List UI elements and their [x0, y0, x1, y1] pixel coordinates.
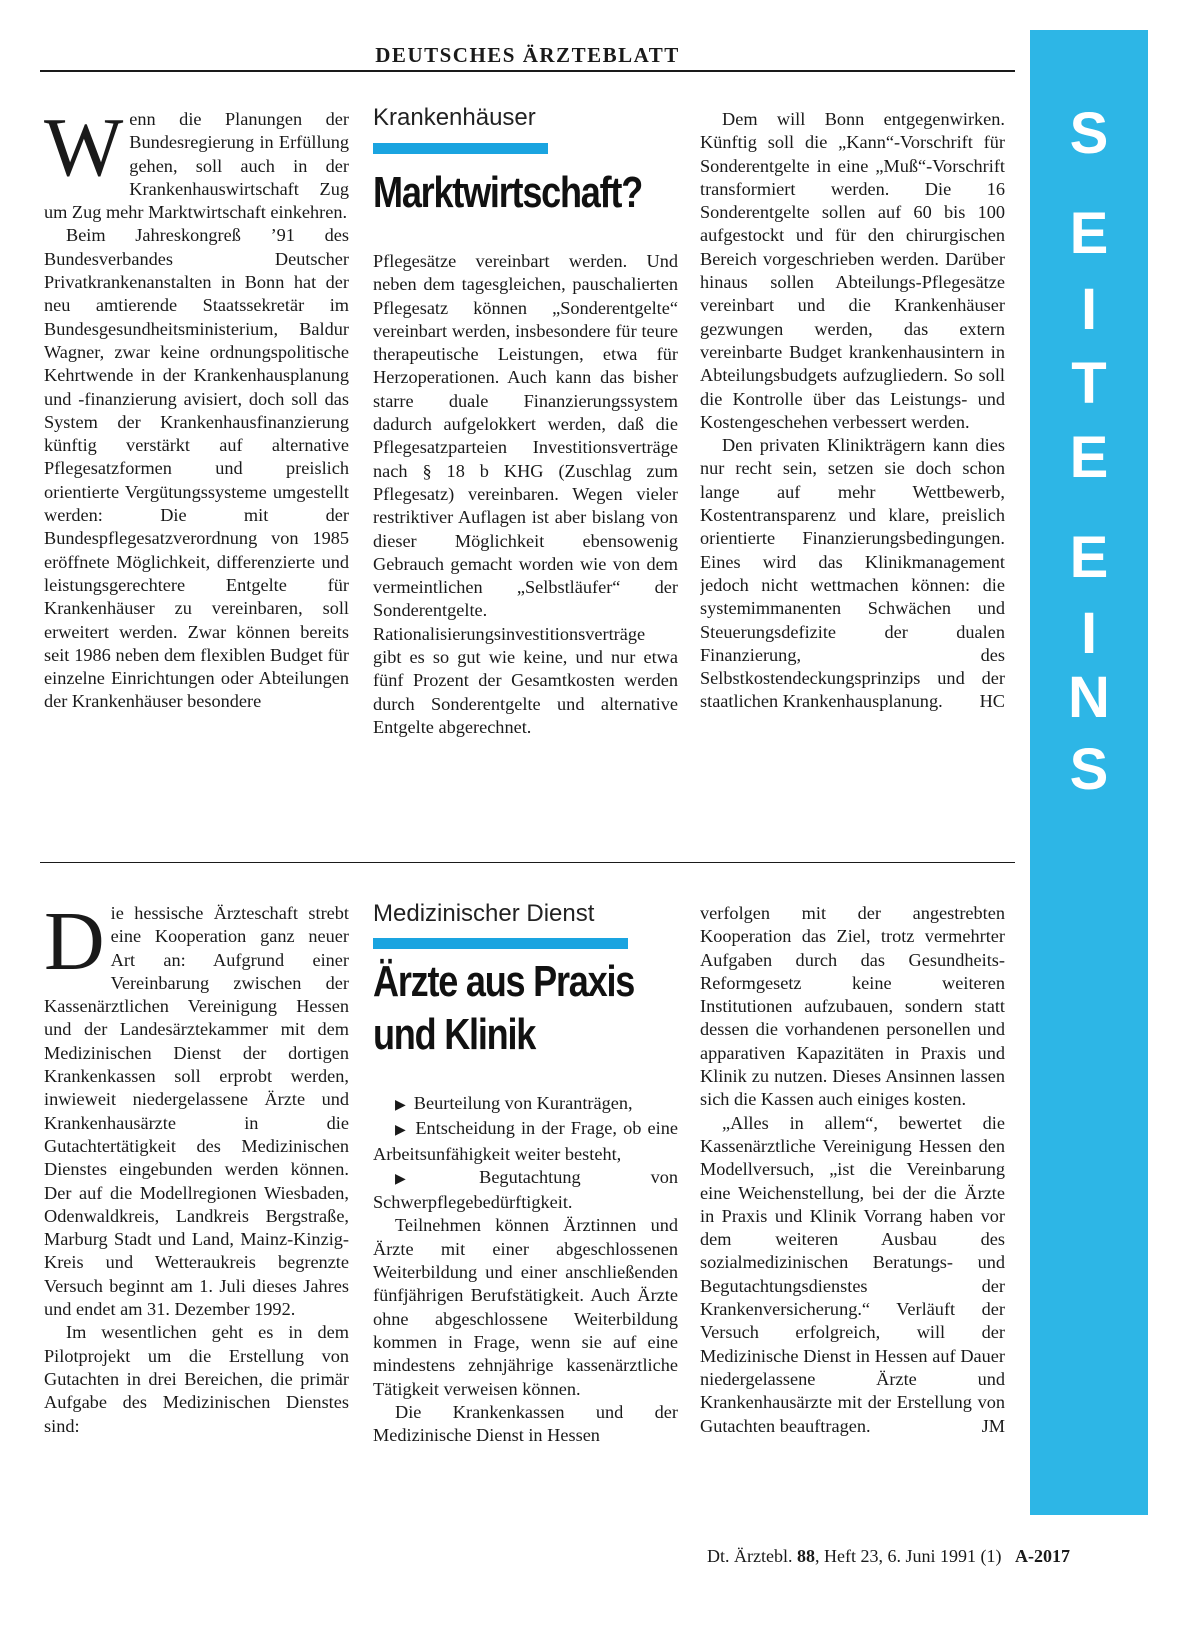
- paragraph: enn die Planungen der Bundesregierung in Erfüllung gehen, soll auch in der Krankenhauswirtschaft Zug um Zug mehr Marktwirtschaft einkehren.: [44, 109, 349, 223]
- paragraph-text: „Alles in allem“, bewertet die Kassenärztliche Vereinigung Hessen den Modellversuch, „ist die Vereinbarung eine Weichenstellung, bei der die Ärzte in Praxis und Klinik Vorrang haben vor dem weiteren Ausbau des sozialmedizinischen Beratungs- und Begutachtungsdienstes der Krankenversicherung.“ Verläuft der Versuch erfolgreich, will der Medizinische Dienst in Hessen auf Dauer niedergelassene Ärzte und Krankenhausärzte mit der Erstellung von Gutachten beauftragen.: [700, 1112, 1005, 1436]
- bullet-item: [373, 1117, 678, 1166]
- page-number: A-2017: [1015, 1546, 1070, 1566]
- author-signature: HC: [979, 691, 1005, 712]
- kicker-bar: [373, 143, 548, 154]
- side-letter: E: [1069, 425, 1109, 490]
- bullet-text: Begutachtung von Schwerpflegebedürftigkeit.: [373, 1166, 678, 1213]
- side-letter: I: [1080, 601, 1098, 666]
- paragraph: [700, 434, 1005, 714]
- side-letter: I: [1080, 277, 1098, 342]
- article2-kicker: Medizinischer Dienst: [373, 900, 595, 927]
- triangle-bullet-icon: ▶: [395, 1171, 472, 1187]
- issue-info: , Heft 23, 6. Juni 1991 (1): [815, 1546, 1002, 1566]
- page-footer: [600, 1546, 1070, 1567]
- triangle-bullet-icon: ▶: [395, 1098, 406, 1113]
- article2-column-1: [44, 902, 349, 1522]
- article1-column-2: [373, 250, 678, 840]
- article1-headline: Marktwirtschaft?: [373, 168, 643, 217]
- article1-column-1: [44, 108, 349, 838]
- bullet-item: [373, 1092, 678, 1117]
- bullet-item: [373, 1166, 678, 1215]
- bullet-text: Entscheidung in der Frage, ob eine Arbeitsunfähigkeit weiter besteht,: [373, 1118, 678, 1164]
- article2-headline-line2: und Klinik: [373, 1010, 536, 1059]
- paragraph: Die Krankenkassen und der Medizinische Dienst in Hessen: [373, 1401, 678, 1446]
- paragraph: Beim Jahreskongreß ’91 des Bundesverbandes Deutscher Privatkrankenanstalten in Bonn hat der neu amtierende Staatssekretär im Bundesgesundheitsministerium, Baldur Wagner, zwar keine ordnungspolitische Kehrtwende in der Krankenhausplanung und -finanzierung avisiert, doch soll das System der Krankenhausfinanzierung künftig verstärkt auf alternative Pflegesatzformen und preislich orientierte Vergütungssysteme umgestellt werden: Die mit der Bundespflegesatzverordnung von 1985 eröffnete Möglichkeit, differenzierte und leistungsgerechtere Entgelte für Krankenhäuser zu vereinbaren, soll erweitert werden. Zwar können bereits seit 1986 neben dem flexiblen Budget für einzelne Einrichtungen oder Abteilungen der Krankenhäuser besondere: [44, 225, 349, 712]
- volume-number: 88: [797, 1546, 816, 1566]
- side-letter: T: [1071, 351, 1107, 416]
- paragraph: Im wesentlichen geht es in dem Pilotprojekt um die Erstellung von Gutachten in drei Bereichen, die primär Aufgabe des Medizinischen Dienstes sind:: [44, 1322, 349, 1436]
- masthead: DEUTSCHES ÄRZTEBLATT: [40, 40, 1015, 72]
- paragraph: ie hessische Ärzteschaft strebt eine Kooperation ganz neuer Art an: Aufgrund einer Vereinbarung zwischen der Kassenärztlichen Vereinigung Hessen und der Landesärztekammer mit dem Medizinischen Dienst der dortigen Krankenkassen soll erprobt werden, inwieweit niedergelassene Ärzte und Krankenhausärzte in die Gutachtertätigkeit des Medizinischen Dienstes eingebunden werden können. Der auf die Modellregionen Wiesbaden, Odenwaldkreis, Landkreis Bergstraße, Marburg Stadt und Land, Mainz-Kinzig-Kreis und Wetteraukreis begrenzte Versuch beginnt am 1. Juli dieses Jahres und endet am 31. Dezember 1992.: [44, 903, 349, 1320]
- side-letter: S: [1069, 737, 1109, 802]
- article1-kicker: Krankenhäuser: [373, 104, 536, 131]
- side-letter: E: [1069, 201, 1109, 266]
- side-letter: N: [1068, 665, 1110, 730]
- paragraph: Pflegesätze vereinbart werden. Und neben dem tagesgleichen, pauschalierten Pflegesatz können „Sonderentgelte“ vereinbart werden, insbesondere für teure therapeutische Leistungen, etwa für Herzoperationen. Auch kann das bisher starre duale Finanzierungssystem dadurch aufgelokkert werden, daß die Pflegesatzparteien Investitionsverträge nach § 18 b KHG (Zuschlag zum Pflegesatz) vereinbaren. Wegen vieler restriktiver Auflagen ist aber bislang von dieser Möglichkeit ebensowenig Gebrauch gemacht worden wie von dem vermeintlichen „Selbstläufer“ der Sonderentgelte. Rationalisierungsinvestitionsverträge gibt es so gut wie keine, und nur etwa fünf Prozent der Gesamtkosten werden durch Sonderentgelte und alternative Entgelte abgerechnet.: [373, 251, 678, 737]
- paragraph: [700, 1112, 1005, 1438]
- bullet-text: Beurteilung von Kuranträgen,: [413, 1093, 633, 1113]
- side-band: [1030, 30, 1148, 1515]
- section-divider: [40, 862, 1015, 863]
- paragraph: Teilnehmen können Ärztinnen und Ärzte mit einer abgeschlossenen Weiterbildung und einer anschließenden fünfjährigen Berufstätigkeit. Auch Ärzte ohne abgeschlossene Weiterbildung kommen in Frage, wenn sie auf eine mindestens zehnjährige kassenärztliche Tätigkeit verweisen können.: [373, 1215, 678, 1399]
- article2-headline-line1: Ärzte aus Praxis: [373, 957, 635, 1006]
- side-letter: E: [1069, 525, 1109, 590]
- dropcap: W: [44, 108, 124, 194]
- author-signature: JM: [981, 1415, 1005, 1436]
- triangle-bullet-icon: ▶: [395, 1123, 408, 1139]
- kicker-bar: [373, 938, 628, 949]
- journal-name: Dt. Ärztebl.: [707, 1546, 793, 1566]
- article2-column-2: [373, 1092, 678, 1524]
- dropcap: D: [44, 902, 105, 988]
- paragraph: verfolgen mit der angestrebten Kooperation das Ziel, trotz vermehrter Aufgaben durch das Gesundheits-Reformgesetz keine weiteren Institutionen aufzubauen, sondern statt dessen die vorhandenen personellen und apparativen Kapazitäten in Praxis und Klinik zu nutzen. Dieses Ansinnen lassen sich die Kassen auch einiges kosten.: [700, 903, 1005, 1110]
- article2-column-3: [700, 902, 1005, 1522]
- paragraph: Dem will Bonn entgegenwirken. Künftig soll die „Kann“-Vorschrift für Sonderentgelte in eine „Muß“-Vorschrift transformiert werden. Die 16 Sonderentgelte sollen auf 60 bis 100 aufgestockt und für den chirurgischen Bereich vorgeschrieben werden. Darüber hinaus sollen Abteilungs-Pflegesätze vereinbart und die Krankenhäuser gezwungen werden, das extern vereinbarte Budget krankenhausintern in Abteilungsbudgets aufzugliedern. So soll die Kontrolle über das Leistungs- und Kostengeschehen verbessert werden.: [700, 109, 1005, 432]
- side-letter: S: [1069, 101, 1109, 166]
- paragraph-text: Den privaten Klinikträgern kann dies nur recht sein, setzen sie doch schon lange auf mehr Wettbewerb, Kostentransparenz und klare, preislich orientierte Finanzierungsbedingungen. Eines wird das Klinikmanagement jedoch nicht wettmachen können: die systemimmanenten Schwächen und Steuerungsdefizite der dualen Finanzierung, des Selbstkostendeckungsprinzips und der staatlichen Krankenhausplanung.: [700, 435, 1005, 712]
- article1-column-3: [700, 108, 1005, 838]
